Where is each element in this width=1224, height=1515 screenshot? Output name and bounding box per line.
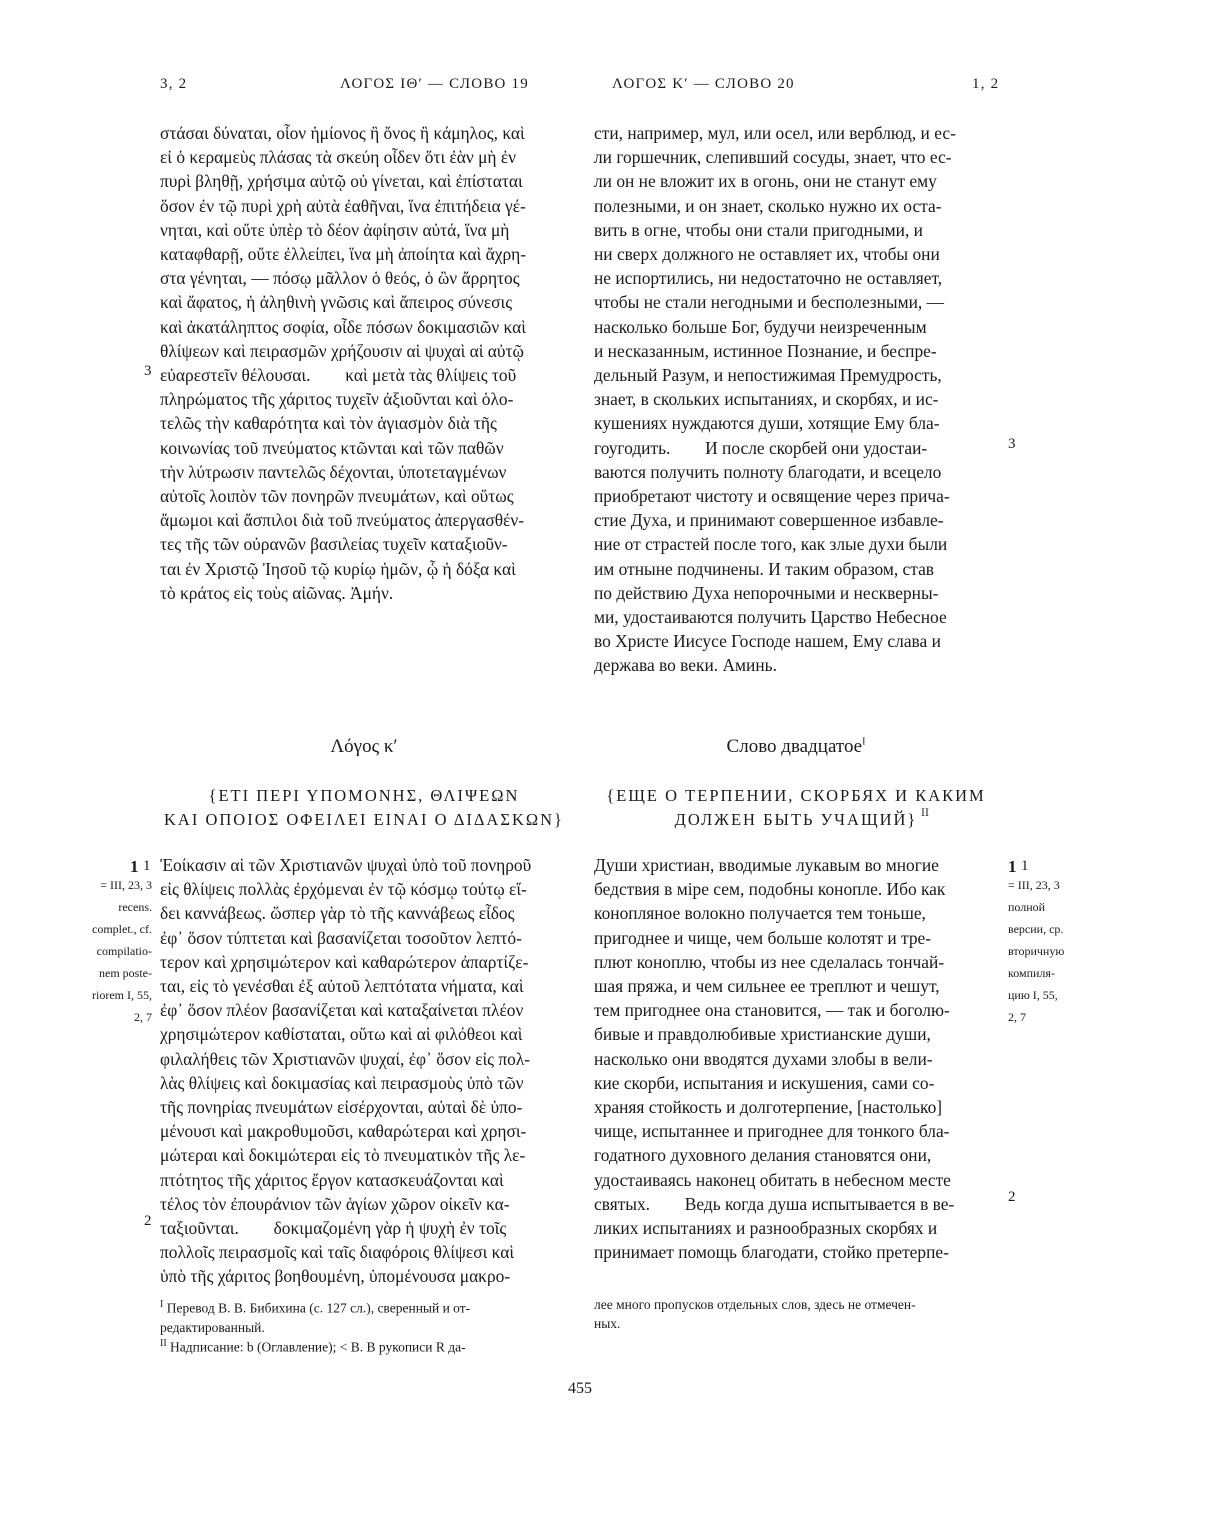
russian-chapter-number: 1 bbox=[1008, 857, 1017, 876]
footnote-2: $^{II}$ Надписание: b (Оглавление); < B. В рукописи R да- bbox=[160, 1338, 466, 1355]
russian-margin-number-3: 3 bbox=[1008, 436, 1016, 452]
greek-chapter-number: 1 bbox=[130, 857, 139, 876]
footnote-ref-I: I bbox=[862, 736, 866, 748]
page-number: 455 bbox=[568, 1380, 592, 1397]
russian-text-top: сти, например, мул, или осел, или верблюд, и ес- ли горшечник, слепивший сосуды, знает, что ес- ли он не вложит их в огонь, они не станут ему полезными, и он знает, сколько нужно их оста- вить в огне, чтобы они стали пригодными, и ни сверх должного не оставляет их, чтобы они не испортились, ни недостаточно не оставляет, чтобы не стали негодными и бесполезными, — насколько больше Бог, будучи неизреченным и несказанным, истинное Познание, и беспре- дельный Разум, и непостижимая Премудрость, знает, в скольких испытаниях, и скорбях, и ис- кушениях нуждаются души, хотящие Ему бла- гоугодить. И после скорбей они удостаи- ваются получить полноту благодати, и всецело приобретают чистоту и освящение через прича- стие Духа, и принимают совершенное избавле- ние от страстей после того, как злые духи были им отныне подчинены. И таким образом, став по действию Духа непорочными и нескверны- ми, удостаиваются получить Царство Небесное во Христе Иисусе Господе нашем, Ему слава и держава во веки. Аминь. bbox=[594, 123, 956, 676]
russian-verse-number: 1 bbox=[1021, 858, 1029, 874]
russian-cross-reference: = III, 23, 3 полной версии, ср. вторичную компиля- цию I, 55, 2, 7 bbox=[1008, 878, 1065, 1024]
right-page-ref: 1, 2 bbox=[972, 76, 1000, 92]
russian-section-subtitle: {ЕЩЕ О ТЕРПЕНИИ, СКОРБЯХ И КАКИМ ДОЛЖЕН БЫТЬ УЧАЩИЙ} II bbox=[606, 786, 986, 829]
greek-text-bottom: Ἐοίκασιν αἱ τῶν Χριστιανῶν ψυχαὶ ὑπὸ τοῦ πονηροῦ εἰς θλίψεις πολλὰς ἐρχόμεναι ἐν τῷ κόσμῳ τούτῳ εἴ- δει καννάβεως. ὥσπερ γὰρ τὸ τῆς καννάβεως εἶδος ἐφ᾽ ὅσον τύπτεται καὶ βασανίζεται τοσοῦτον λεπτό- τερον καὶ χρησιμώτερον καὶ καθαρώτερον ἀπαρτίζε- ται, εἰς τὸ γενέσθαι ἐξ αὐτοῦ λεπτότατα νήματα, καὶ ἐφ᾽ ὅσον πλέον βασανίζεται καὶ καταξαίνεται πλέον χρησιμώτερον καθίσταται, οὕτω καὶ αἱ φιλόθεοι καὶ φιλαλήθεις τῶν Χριστιανῶν ψυχαί, ἐφ᾽ ὅσον εἰς πολ- λὰς θλίψεις καὶ δοκιμασίας καὶ πειρασμοὺς ὑπὸ τῶν τῆς πονηρίας πνευμάτων εἰσέρχονται, αὐταὶ δὲ ὑπο- μένουσι καὶ μακροθυμοῦσι, καθαρώτεραι καὶ χρησι- μώτεραι καὶ δοκιμώτεραι εἰς τὸ πνευματικὸν τῆς λε- πτότητος τῆς χάριτος ἔργον κατασκευάζονται καὶ τέλος τὸν ἐπουράνιον τῶν ἁγίων χῶρον οἰκεῖν κα- ταξιοῦνται. δοκιμαζομένη γὰρ ἡ ψυχὴ ἐν τοῖς πολλοῖς πειρασμοῖς καὶ ταῖς διαφόροις θλίψεσι καὶ ὑπὸ τῆς χάριτος βοηθουμένη, ὑπομένουσα μακρο- bbox=[160, 855, 532, 1287]
russian-section-title: Слово двадцатое$^I$ bbox=[726, 736, 866, 757]
footnote-2-continued: лее много пропусков отдельных слов, здесь не отмечен- ных. bbox=[594, 1297, 916, 1331]
russian-margin-number-2: 2 bbox=[1008, 1189, 1016, 1205]
left-running-title: ΛΟΓΟΣ ΙΘʹ — СЛОВО 19 bbox=[340, 76, 529, 92]
greek-cross-reference: = III, 23, 3 recens. complet., cf. compilatio- nem poste- riorem I, 55, 2, 7 bbox=[92, 878, 152, 1024]
russian-text-bottom: Души христиан, вводимые лукавым во многие бедствия в міре сем, подобны конопле. Ибо как конопляное волокно получается тем тоньше, пригоднее и чище, чем больше колотят и тре- плют коноплю, чтобы из нее сделалась тончай- шая пряжа, и чем сильнее ее треплют и чешут, тем пригоднее она становится, — так и боголю- бивые и правдолюбивые христианские души, насколько они вводятся духами злобы в вели- кие скорби, испытания и искушения, сами со- храняя стойкость и долготерпение, [настолько] чище, испытаннее и пригоднее для тонкого бла- годатного духовного делания становятся они, удостаиваясь наконец обитать в небесном месте святых. Ведь когда душа испытывается в ве- ликих испытаниях и разнообразных скорбях и принимает помощь благодати, стойко претерпе- bbox=[594, 855, 955, 1263]
greek-section-subtitle: {ΕΤΙ ΠΕΡΙ ΥΠΟΜΟΝΗΣ, ΘΛΙΨΕΩΝ ΚΑΙ ΟΠΟΙΟΣ ΟΦΕΙΛΕΙ ΕΙΝΑΙ Ο ΔΙΔΑΣΚΩΝ} bbox=[164, 786, 564, 829]
greek-section-title: Λόγος κʹ bbox=[330, 736, 398, 757]
footnote-1: $^I$ Перевод В. В. Бибихина (с. 127 сл.), сверенный и от- редактированный. bbox=[160, 1299, 471, 1335]
greek-margin-number-3: 3 bbox=[144, 363, 152, 379]
greek-verse-number: 1 bbox=[143, 858, 151, 874]
right-running-title: ΛΟΓΟΣ Κʹ — СЛОВО 20 bbox=[612, 76, 795, 92]
greek-margin-number-2: 2 bbox=[144, 1213, 152, 1229]
greek-text-top: στάσαι δύναται, οἷον ἡμίονος ἢ ὄνος ἢ κάμηλος, καὶ εἰ ὁ κεραμεὺς πλάσας τὰ σκεύη οἶδεν ὅτι ἐὰν μὴ ἐν πυρὶ βληθῇ, χρήσιμα αὐτῷ οὐ γίνεται, καὶ ἐπίσταται ὅσον ἐν τῷ πυρὶ χρὴ αὐτὰ ἐαθῆναι, ἵνα ἐπιτήδεια γέ- νηται, καὶ οὔτε ὑπὲρ τὸ δέον ἀφίησιν αὐτά, ἵνα μὴ καταφθαρῇ, οὔτε ἐλλείπει, ἵνα μὴ ἀποίητα καὶ ἄχρη- στα γένηται, — πόσῳ μᾶλλον ὁ θεός, ὁ ὢν ἄρρητος καὶ ἄφατος, ἡ ἀληθινὴ γνῶσις καὶ ἄπειρος σύνεσις καὶ ἀκατάληπτος σοφία, οἶδε πόσων δοκιμασιῶν καὶ θλίψεων καὶ πειρασμῶν χρήζουσιν αἱ ψυχαὶ αἱ αὐτῷ εὐαρεστεῖν θέλουσαι. καὶ μετὰ τὰς θλίψεις τοῦ πληρώματος τῆς χάριτος τυχεῖν ἀξιοῦνται καὶ ὁλο- τελῶς τὴν καθαρότητα καὶ τὸν ἁγιασμὸν διὰ τῆς κοινωνίας τοῦ πνεύματος κτῶνται καὶ τῶν παθῶν τὴν λύτρωσιν παντελῶς δέχονται, ὑποτεταγμένων αὐτοῖς λοιπὸν τῶν πονηρῶν πνευμάτων, καὶ οὕτως ἄμωμοι καὶ ἄσπιλοι διὰ τοῦ πνεύματος ἀπεργασθέν- τες τῆς τῶν οὐρανῶν βασιλείας τυχεῖν καταξιοῦν- ται ἐν Χριστῷ Ἰησοῦ τῷ κυρίῳ ἡμῶν, ᾧ ἡ δόξα καὶ τὸ κράτος εἰς τοὺς αἰῶνας. Ἀμήν. bbox=[160, 123, 527, 603]
footnote-ref-II: II bbox=[921, 808, 929, 819]
left-page-ref: 3, 2 bbox=[160, 76, 188, 92]
